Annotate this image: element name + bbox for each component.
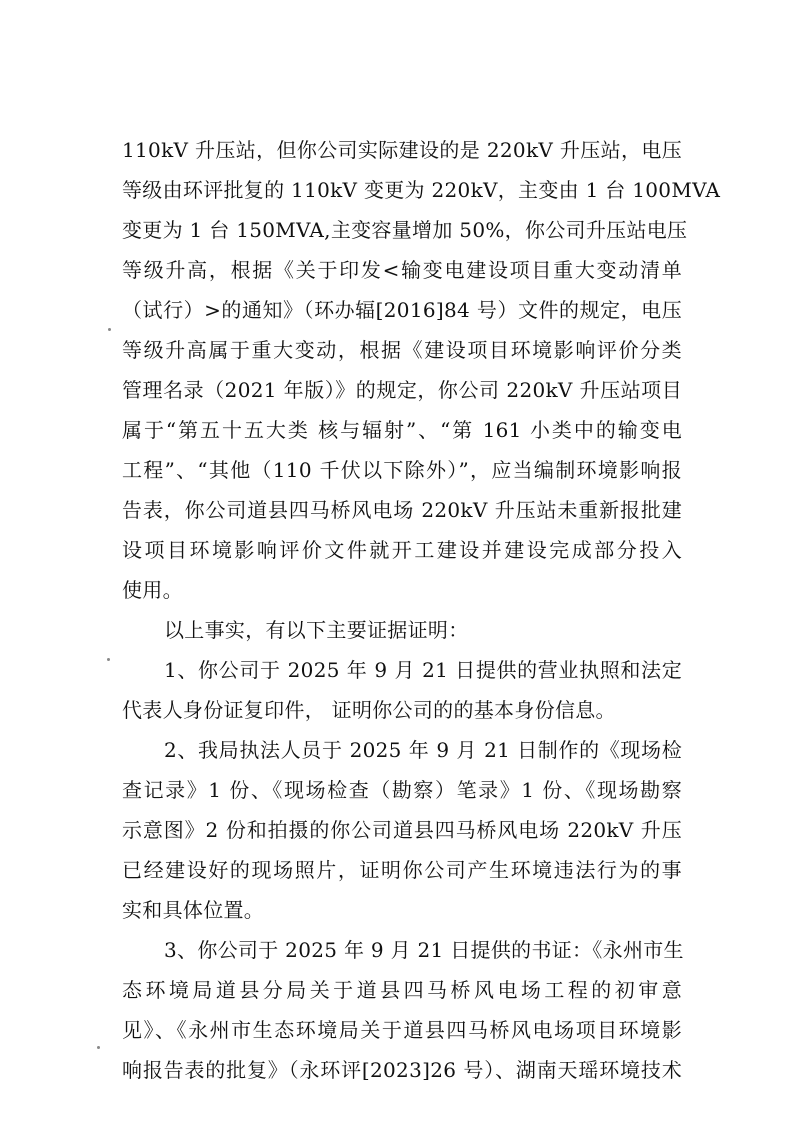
evidence-1-line-2: 代表人身份证复印件， 证明你公司的的基本身份信息。 <box>122 698 616 722</box>
text-line-3: 变更为 1 台 150MVA,主变容量增加 50%，你公司升压站电压 <box>122 218 688 242</box>
evidence-2-line-3: 示意图》2 份和拍摄的你公司道县四马桥风电场 220kV 升压 <box>122 818 682 842</box>
text-line-8: 属于“第五十五大类 核与辐射”、“第 161 小类中的输变电 <box>122 418 682 442</box>
evidence-2-line-4: 已经建设好的现场照片，证明你公司产生环境违法行为的事 <box>122 858 682 882</box>
text-line-1: 110kV 升压站，但你公司实际建设的是 220kV 升压站，电压 <box>122 138 682 162</box>
evidence-2-line-2: 查记录》1 份、《现场检查（勘察）笔录》1 份、《现场勘察 <box>122 778 682 802</box>
evidence-intro: 以上事实，有以下主要证据证明： <box>164 618 469 642</box>
text-line-7: 管理名录（2021 年版）》的规定，你公司 220kV 升压站项目 <box>122 378 682 402</box>
text-line-12: 使用。 <box>122 578 183 602</box>
text-line-11: 设项目环境影响评价文件就开工建设并建设完成部分投入 <box>122 538 682 562</box>
evidence-3-line-4: 响报告表的批复》（永环评[2023]26 号）、湖南天瑶环境技术 <box>122 1058 682 1082</box>
text-line-10: 告表，你公司道县四马桥风电场 220kV 升压站未重新报批建 <box>122 498 682 522</box>
evidence-2-line-1: 2、我局执法人员于 2025 年 9 月 21 日制作的《现场检 <box>164 738 682 762</box>
text-line-6: 等级升高属于重大变动，根据《建设项目环境影响评价分类 <box>122 338 682 362</box>
scan-speck <box>97 1046 100 1049</box>
scan-speck <box>108 328 111 331</box>
scan-speck <box>107 658 110 661</box>
text-line-4: 等级升高，根据《关于印发<输变电建设项目重大变动清单 <box>122 258 682 282</box>
evidence-3-line-3: 见》、《永州市生态环境局关于道县四马桥风电场项目环境影 <box>122 1018 682 1042</box>
text-line-9: 工程”、“其他（110 千伏以下除外）”，应当编制环境影响报 <box>122 458 682 482</box>
evidence-1-line-1: 1、你公司于 2025 年 9 月 21 日提供的营业执照和法定 <box>164 658 682 682</box>
text-line-5: （试行）>的通知》（环办辐[2016]84 号）文件的规定，电压 <box>122 298 682 322</box>
text-line-2: 等级由环评批复的 110kV 变更为 220kV，主变由 1 台 100MVA <box>122 178 721 202</box>
evidence-2-line-5: 实和具体位置。 <box>122 898 265 922</box>
evidence-3-line-1: 3、你公司于 2025 年 9 月 21 日提供的书证：《永州市生 <box>164 938 684 962</box>
evidence-3-line-2: 态环境局道县分局关于道县四马桥风电场工程的初审意 <box>122 978 682 1002</box>
